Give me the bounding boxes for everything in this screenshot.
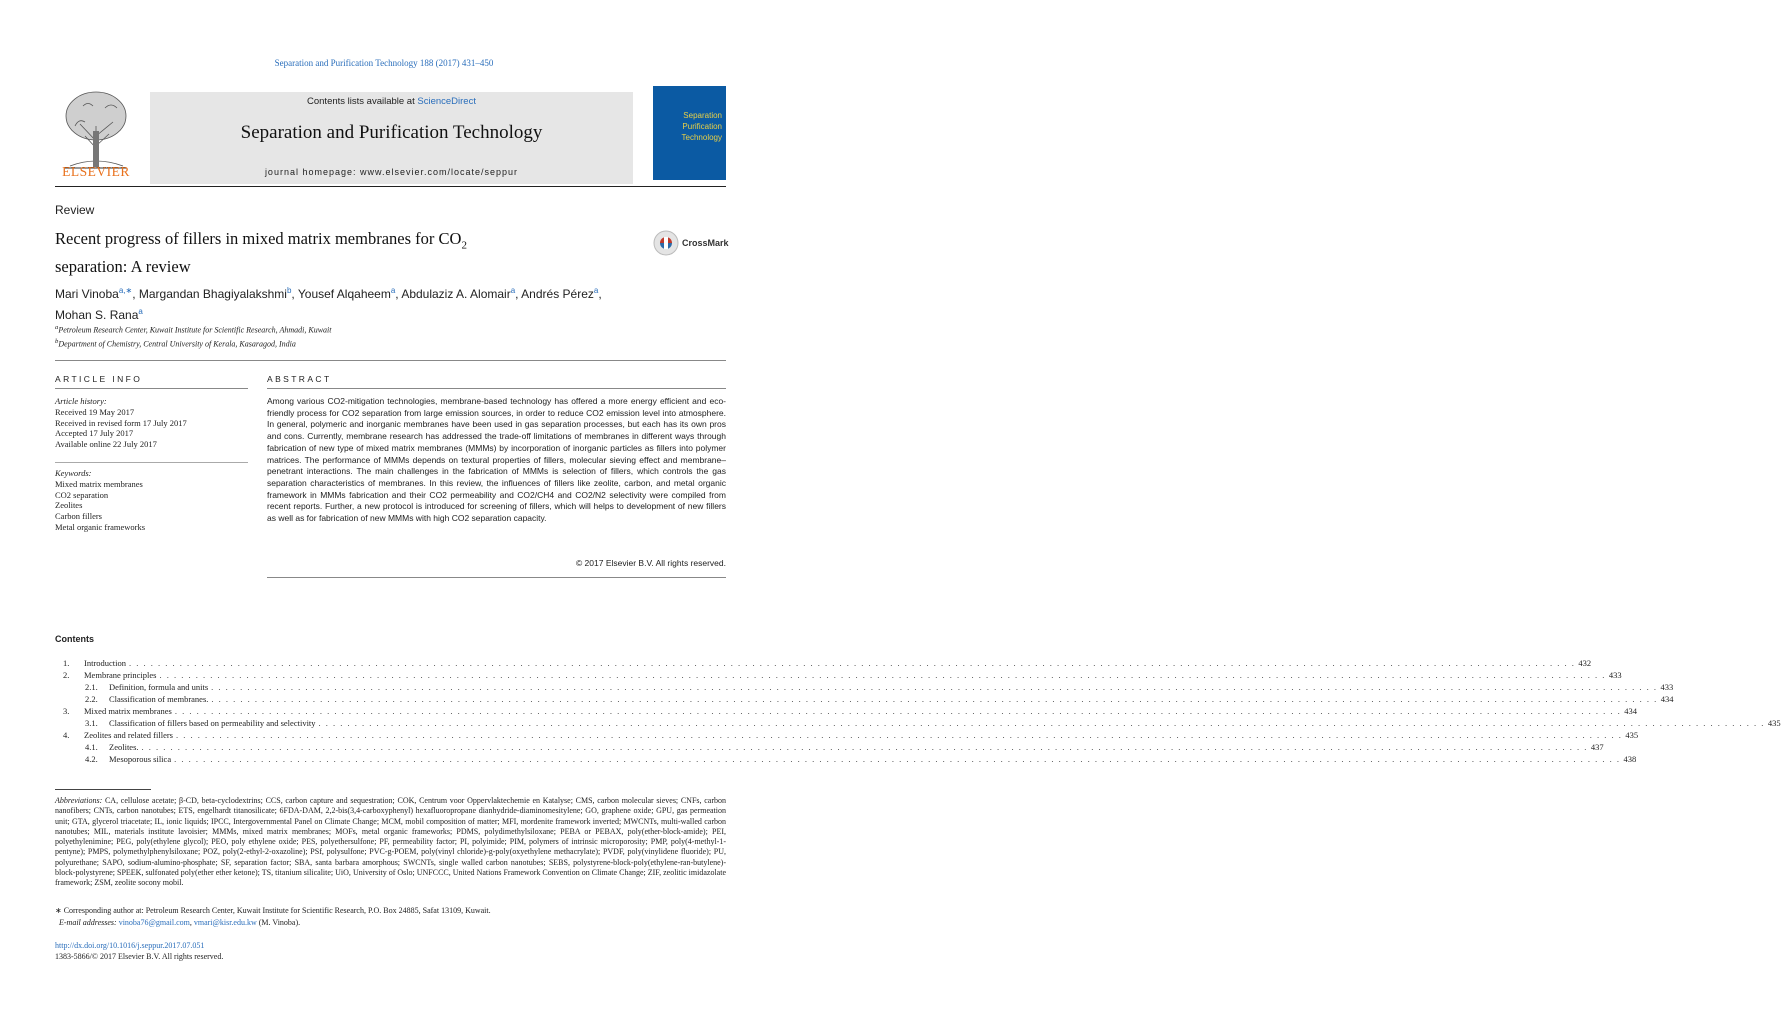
toc-entry[interactable] (55, 658, 1592, 670)
contents-heading: Contents (55, 634, 94, 644)
toc-page-number: 435 (1767, 718, 1781, 728)
keyword[interactable]: Carbon fillers (55, 511, 102, 522)
crossmark-icon (653, 230, 679, 256)
title-part-b: separation: A review (55, 257, 191, 277)
issn-copyright: 1383-5866/© 2017 Elsevier B.V. All rights reserved. (55, 952, 224, 961)
toc-entry[interactable] (55, 718, 1781, 730)
email-link[interactable]: vmari@kisr.edu.kw (193, 918, 257, 927)
abbreviations-footnote (55, 796, 726, 889)
cover-title (682, 110, 722, 143)
affiliation: $^b$Department of Chemistry, Central University of Kerala, Kasaragod, India (55, 337, 296, 349)
toc-title[interactable]: Introduction (84, 658, 127, 668)
toc-entry[interactable] (55, 754, 1637, 766)
author[interactable]: Yousef Alqaheem$^a$ (297, 286, 396, 301)
toc-entry[interactable] (55, 694, 1674, 706)
author[interactable]: Mari Vinoba$^{a,∗}$ (55, 286, 133, 301)
author[interactable]: Mohan S. Rana$^a$ (55, 307, 143, 322)
toc-leader-dots: . . . . . . . . . . . . . . . . . . . . . . . . . . . . . . . . . . . . . . . . . . . . . . . . . . . . . . . . . . . . . . . . . . . . . . . . . . . . . . . . . . . . . . . . . . . . . . . . . . . . . . . . . . . . . . . . . . . . . . . . . . . . . . . . . . . . . . . . . . . . . . . . . . . . . . . . . . . . . . . . . . . . . . . . . . . . . . . . . . . . . . . . . . . . . . . . . . . . . . . . (211, 694, 1658, 704)
toc-number: 4.2. (85, 754, 98, 764)
doi-link[interactable]: http://dx.doi.org/10.1016/j.seppur.2017.07.051 (55, 941, 205, 950)
article-type: Review (55, 203, 95, 217)
toc-title[interactable]: Classification of membranes. (109, 694, 209, 704)
toc-page-number: 432 (1578, 658, 1592, 668)
abstract-heading: ABSTRACT (267, 374, 332, 384)
toc-page-number: 437 (1590, 742, 1604, 752)
toc-entry[interactable] (55, 682, 1674, 694)
title-subscript: 2 (461, 239, 467, 252)
history-item: Available online 22 July 2017 (55, 439, 157, 450)
keyword[interactable]: Metal organic frameworks (55, 521, 146, 532)
toc-number: 2.1. (85, 682, 98, 692)
toc-leader-dots: . . . . . . . . . . . . . . . . . . . . . . . . . . . . . . . . . . . . . . . . . . . . . . . . . . . . . . . . . . . . . . . . . . . . . . . . . . . . . . . . . . . . . . . . . . . . . . . . . . . . . . . . . . . . . . . . . . . . . . . . . . . . . . . . . . . . . . . . . . . . . . . . . . . . . . . . . . . . . . . . . . . . . . . . . . . . . . . . . . . . . . . . . . . . . . . . . . . . . . . . (211, 682, 1658, 692)
abbreviations-label: Abbreviations: (55, 796, 103, 805)
article-history (55, 396, 187, 450)
cover-text-3: Technology (681, 133, 722, 142)
article-info-heading: ARTICLE INFO (55, 374, 143, 384)
author[interactable]: Margandan Bhagiyalakshmi$^b$ (138, 286, 292, 301)
toc-leader-dots: . . . . . . . . . . . . . . . . . . . . . . . . . . . . . . . . . . . . . . . . . . . . . . . . . . . . . . . . . . . . . . . . . . . . . . . . . . . . . . . . . . . . . . . . . . . . . . . . . . . . . . . . . . . . . . . . . . . . . . . . . . . . . . . . . . . . . . . . . . . . . . . . . . . . . . . . . . . . . . . . . . . . . . . . . . . . . . . . . . . . . . . . . . . . . . . . . . . . . . . . (174, 706, 1622, 716)
keyword[interactable]: Zeolites (55, 500, 83, 511)
toc-leader-dots: . . . . . . . . . . . . . . . . . . . . . . . . . . . . . . . . . . . . . . . . . . . . . . . . . . . . . . . . . . . . . . . . . . . . . . . . . . . . . . . . . . . . . . . . . . . . . . . . . . . . . . . . . . . . . . . . . . . . . . . . . . . . . . . . . . . . . . . . . . . . . . . . . . . . . . . . . . . . . . . . . . . . . . . . . . . . . . . . . . . . . . . . . . . . . . . . . . . . . . . . (318, 718, 1765, 728)
toc-title[interactable]: Definition, formula and units (109, 682, 209, 692)
author[interactable]: Abdulaziz A. Alomair$^a$ (401, 286, 516, 301)
abstract-copyright: © 2017 Elsevier B.V. All rights reserved. (575, 558, 726, 568)
history-item: Accepted 17 July 2017 (55, 428, 134, 439)
publisher-logo-text: ELSEVIER (62, 164, 130, 179)
cover-text-1: Separation (683, 111, 722, 120)
contents-available-line (150, 96, 633, 107)
contents-prefix: Contents lists available at (307, 96, 418, 107)
toc-entry[interactable] (55, 730, 1639, 742)
sciencedirect-link[interactable]: ScienceDirect (417, 96, 476, 107)
header-divider (55, 186, 726, 187)
journal-cover[interactable] (653, 86, 726, 180)
toc-title[interactable]: Zeolites and related fillers (84, 730, 173, 740)
abstract-rule (267, 388, 726, 389)
toc-number: 3. (63, 706, 70, 716)
article-title (55, 228, 615, 278)
keywords-label: Keywords: (55, 468, 92, 478)
toc-page-number: 434 (1624, 706, 1637, 716)
toc-title[interactable]: Membrane principles (84, 670, 157, 680)
toc-page-number: 434 (1660, 694, 1674, 704)
history-item: Received in revised form 17 July 2017 (55, 417, 187, 428)
cover-text-2: Purification (682, 122, 722, 131)
toc-title[interactable]: Zeolites. (109, 742, 139, 752)
toc-leader-dots: . . . . . . . . . . . . . . . . . . . . . . . . . . . . . . . . . . . . . . . . . . . . . . . . . . . . . . . . . . . . . . . . . . . . . . . . . . . . . . . . . . . . . . . . . . . . . . . . . . . . . . . . . . . . . . . . . . . . . . . . . . . . . . . . . . . . . . . . . . . . . . . . . . . . . . . . . . . . . . . . . . . . . . . . . . . . . . . . . . . . . . . . . . . . . . . . . . . . . . . . (174, 754, 1621, 764)
corresponding-author-note: ∗ Corresponding author at: Petroleum Research Center, Kuwait Institute for Scientific Research, P.O. Box 24885, Safat 13109, Kuwait. (55, 906, 491, 915)
affiliation: $^a$Petroleum Research Center, Kuwait Institute for Scientific Research, Ahmadi, Kuwait (55, 324, 332, 335)
author[interactable]: Andrés Pérez$^a$ (521, 286, 599, 301)
toc-number: 2. (63, 670, 70, 680)
keywords-rule (55, 462, 248, 463)
toc-number: 1. (63, 658, 70, 668)
footnote-rule (55, 789, 151, 790)
author-list: Mari Vinoba$^{a,∗}$, Margandan Bhagiyalakshmi$^b$, Yousef Alqaheem$^a$, Abdulaziz A. Alomair$^a$, Andrés Pérez$^a$, Mohan S. Rana$^a$ (55, 286, 602, 322)
toc-number: 4. (63, 730, 70, 740)
crossmark-badge[interactable] (653, 230, 733, 260)
elsevier-logo (55, 86, 137, 182)
history-label: Article history: (55, 396, 107, 406)
abstract-text: Among various CO2-mitigation technologies, membrane-based technology has offered a more energy efficient and eco-friendly process for CO2 separation from large emission sources, in order to reduce CO2 emission level into atmosphere. In general, polymeric and inorganic membranes have been used in gas separation processes, but each has its own pros and cons. Currently, membrane research has addressed the trade-off limitations of membranes in different ways through fabrication of new type of mixed matrix membranes (MMMs) by incorporation of inorganic particles as fillers into polymer matrices. The performance of MMMs depends on textural properties of fillers, molecular sieving effect and membrane–penetrant interactions. The main challenges in the fabrication of MMMs is selection of fillers, which controls the gas separation characteristics of membranes. In this review, the influences of fillers like zeolite, carbon, and metal organic framework in MMMs fabrication and their CO2 permeability and CO2/CH4 and CO2/N2 selectivity were compiled from recent reports. Further, a new protocol is introduced for screening of fillers, which will helps to development of new fillers as well as for fabrication of new MMMs with high CO2 separation capacity. (267, 396, 726, 524)
toc-leader-dots: . . . . . . . . . . . . . . . . . . . . . . . . . . . . . . . . . . . . . . . . . . . . . . . . . . . . . . . . . . . . . . . . . . . . . . . . . . . . . . . . . . . . . . . . . . . . . . . . . . . . . . . . . . . . . . . . . . . . . . . . . . . . . . . . . . . . . . . . . . . . . . . . . . . . . . . . . . . . . . . . . . . . . . . . . . . . . . . . . . . . . . . . . . . . . . . . . . . . . . . . (175, 730, 1623, 740)
toc-title[interactable]: Mixed matrix membranes (84, 706, 172, 716)
crossmark-label: CrossMark (682, 238, 729, 248)
toc-page-number: 433 (1608, 670, 1622, 680)
toc-number: 3.1. (85, 718, 98, 728)
toc-number: 2.2. (85, 694, 98, 704)
toc-page-number: 438 (1623, 754, 1637, 764)
title-part-a: Recent progress of fillers in mixed matrix membranes for CO (55, 229, 462, 248)
email-addresses: E-mail addresses: vinoba76@gmail.com, vmari@kisr.edu.kw (M. Vinoba). (59, 918, 301, 927)
toc-entry[interactable] (55, 670, 1622, 682)
abstract-end-rule (267, 577, 726, 578)
toc-page-number: 433 (1660, 682, 1674, 692)
toc-title[interactable]: Classification of fillers based on permeability and selectivity (109, 718, 316, 728)
table-of-contents (55, 658, 1781, 766)
history-item: Received 19 May 2017 (55, 406, 135, 417)
section-divider (55, 360, 726, 361)
keyword[interactable]: Mixed matrix membranes (55, 478, 143, 489)
toc-number: 4.1. (85, 742, 98, 752)
journal-reference[interactable]: Separation and Purification Technology 188 (2017) 431–450 (274, 58, 494, 68)
keywords (55, 468, 145, 533)
email-label: E-mail addresses: (59, 918, 117, 927)
toc-entry[interactable] (55, 706, 1637, 718)
journal-title[interactable]: Separation and Purification Technology (240, 122, 543, 143)
journal-homepage[interactable]: journal homepage: www.elsevier.com/locate/seppur (264, 167, 519, 177)
keyword[interactable]: CO2 separation (55, 489, 109, 500)
affiliations (55, 322, 331, 349)
toc-entry[interactable] (55, 742, 1604, 754)
email-link[interactable]: vinoba76@gmail.com (118, 918, 190, 927)
article-info-rule (55, 388, 248, 389)
abbreviations-text: CA, cellulose acetate; β-CD, beta-cyclodextrins; CCS, carbon capture and sequestration; COK, Centrum voor Oppervlaktechemie en Katalyse; CMS, carbon molecular sieves; CNFs, carbon nanofibers; CNTs, carbon nanotubes; ETS, engelhardt titanosilicate; 6FDA-DAM, 2,2-bis(3,4-carboxyphenyl) hexafluoropropane dianhydride-diaminomesitylene; GO, graphene oxide; GPU, gas permeation unit; GTA, glycerol triacetate; IL, ionic liquids; IPCC, Intergovernmental Panel on Climate Change; MCM, mobil composition of matter; MFI, mordenite framework inverted; MWCNTs, multi-walled carbon nanotubes; MIL, materials institute lavoisier; MMMs, mixed matrix membranes; MOFs, metal organic frameworks; PDMS, polydimethylsiloxane; PEBA or PEBAX, poly(ether-block-amide); PEI, polyethylenimine; PEG, poly(ethylene glycol); PEO, poly ethylene oxide; PES, polyethersulfone; PF, permeability factor; PI, polyimide; PIM, polymers of intrinsic microporosity; PMP, poly(4-methyl-1-pentyne); PMPS, polymethylphenylsiloxane; POZ, poly(2-ethyl-2-oxazoline); PSf, polysulfone; PVC-g-POEM, poly(vinyl chloride)-g-poly(oxyethylene methacrylate); PVDF, poly(vinylidene fluoride); PU, polyurethane; SAPO, sodium-alumino-phosphate; SF, separation factor; SBA, santa barbara amorphous; SWCNTs, single walled carbon nanotubes; SEBS, polystyrene-block-poly(ethylene-ran-butylene)-block-polystyrene; SPEEK, sulfonated poly(ether ether ketone); TS, titanium silicalite; UiO, University of Oslo; UNFCCC, United Nations Framework Convention on Climate Change; ZIF, zeolitic imidazolate framework; ZSM, zeolite socony mobil. (55, 796, 726, 888)
toc-leader-dots: . . . . . . . . . . . . . . . . . . . . . . . . . . . . . . . . . . . . . . . . . . . . . . . . . . . . . . . . . . . . . . . . . . . . . . . . . . . . . . . . . . . . . . . . . . . . . . . . . . . . . . . . . . . . . . . . . . . . . . . . . . . . . . . . . . . . . . . . . . . . . . . . . . . . . . . . . . . . . . . . . . . . . . . . . . . . . . . . . . . . . . . . . . . . . . . . . . . . . . . . (129, 658, 1576, 668)
toc-leader-dots: . . . . . . . . . . . . . . . . . . . . . . . . . . . . . . . . . . . . . . . . . . . . . . . . . . . . . . . . . . . . . . . . . . . . . . . . . . . . . . . . . . . . . . . . . . . . . . . . . . . . . . . . . . . . . . . . . . . . . . . . . . . . . . . . . . . . . . . . . . . . . . . . . . . . . . . . . . . . . . . . . . . . . . . . . . . . . . . . . . . . . . . . . . . . . . . . . . . . . . . . (141, 742, 1588, 752)
toc-leader-dots: . . . . . . . . . . . . . . . . . . . . . . . . . . . . . . . . . . . . . . . . . . . . . . . . . . . . . . . . . . . . . . . . . . . . . . . . . . . . . . . . . . . . . . . . . . . . . . . . . . . . . . . . . . . . . . . . . . . . . . . . . . . . . . . . . . . . . . . . . . . . . . . . . . . . . . . . . . . . . . . . . . . . . . . . . . . . . . . . . . . . . . . . . . . . . . . . . . . . . . . . (159, 670, 1606, 680)
toc-title[interactable]: Mesoporous silica (109, 754, 172, 764)
toc-page-number: 435 (1625, 730, 1639, 740)
